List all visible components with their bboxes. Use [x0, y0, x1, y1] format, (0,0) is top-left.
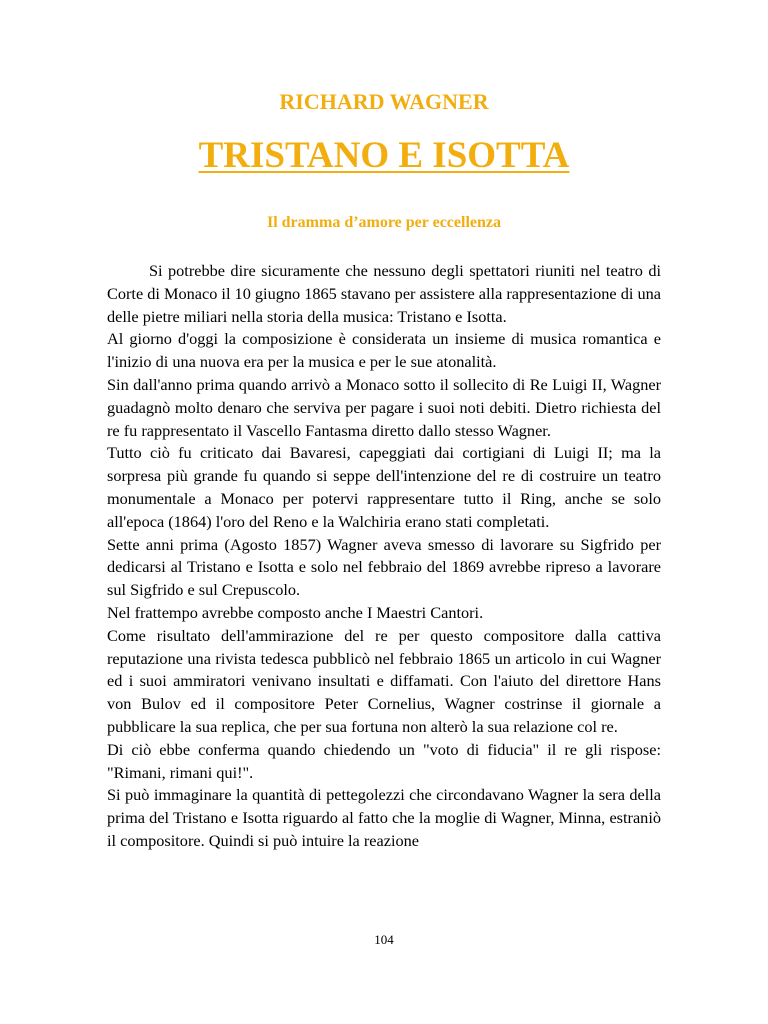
body-text: [107, 260, 661, 853]
subtitle: Il dramma d’amore per eccellenza: [266, 214, 501, 231]
paragraph: Di ciò ebbe conferma quando chiedendo un "voto di fiducia" il re gli rispose: "Rimani, rimani qui!".: [107, 739, 661, 782]
paragraph: Si può immaginare la quantità di pettegolezzi che circondavano Wagner la sera della prima del Tristano e Isotta riguardo al fatto che la moglie di Wagner, Minna, estraniò il compositore. Quindi si può intuire la reazione: [107, 785, 661, 850]
paragraph: Sette anni prima (Agosto 1857) Wagner aveva smesso di lavorare su Sigfrido per dedicarsi al Tristano e Isotta e solo nel febbraio del 1869 avrebbe ripreso a lavorare sul Sigfrido e sul Crepuscolo.: [107, 534, 661, 600]
page-title: [0, 134, 768, 178]
paragraph: Sin dall'anno prima quando arrivò a Monaco sotto il sollecito di Re Luigi II, Wagner guadagnò molto denaro che serviva per pagare i suoi noti debiti. Dietro richiesta del re fu rappresentato il Vascello Fantasma diretto dallo stesso Wagner.: [107, 374, 661, 440]
page-number: 104: [374, 932, 394, 947]
paragraph: Tutto ciò fu criticato dai Bavaresi, capeggiati dai cortigiani di Luigi II; ma la sorpresa più grande fu quando si seppe dell'intenzione del re di costruire un teatro monumentale a Monaco per potervi rappresentare tutto il Ring, anche se solo all'epoca (1864) l'oro del Reno e la Walchiria erano stati completati.: [107, 443, 661, 531]
paragraph: Nel frattempo avrebbe composto anche I Maestri Cantori.: [107, 602, 484, 622]
title-text: TRISTANO E ISOTTA: [198, 135, 570, 176]
author-heading: RICHARD WAGNER: [279, 89, 489, 114]
paragraph: Al giorno d'oggi la composizione è considerata un insieme di musica romantica e l'inizio di una nuova era per la musica e per le sue atonalità.: [107, 329, 661, 372]
paragraph: Si potrebbe dire sicuramente che nessuno degli spettatori riuniti nel teatro di Corte di Monaco il 10 giugno 1865 stavano per assistere alla rappresentazione di una delle pietre miliari nella storia della musica: Tristano e Isotta.: [107, 261, 661, 326]
paragraph: Come risultato dell'ammirazione del re per questo compositore dalla cattiva reputazione una rivista tedesca pubblicò nel febbraio 1865 un articolo in cui Wagner ed i suoi ammiratori venivano insultati e diffamati. Con l'aiuto del direttore Hans von Bulov ed il compositore Peter Cornelius, Wagner costrinse il giornale a pubblicare la sua replica, che per sua fortuna non alterò la sua relazione col re.: [107, 625, 661, 736]
